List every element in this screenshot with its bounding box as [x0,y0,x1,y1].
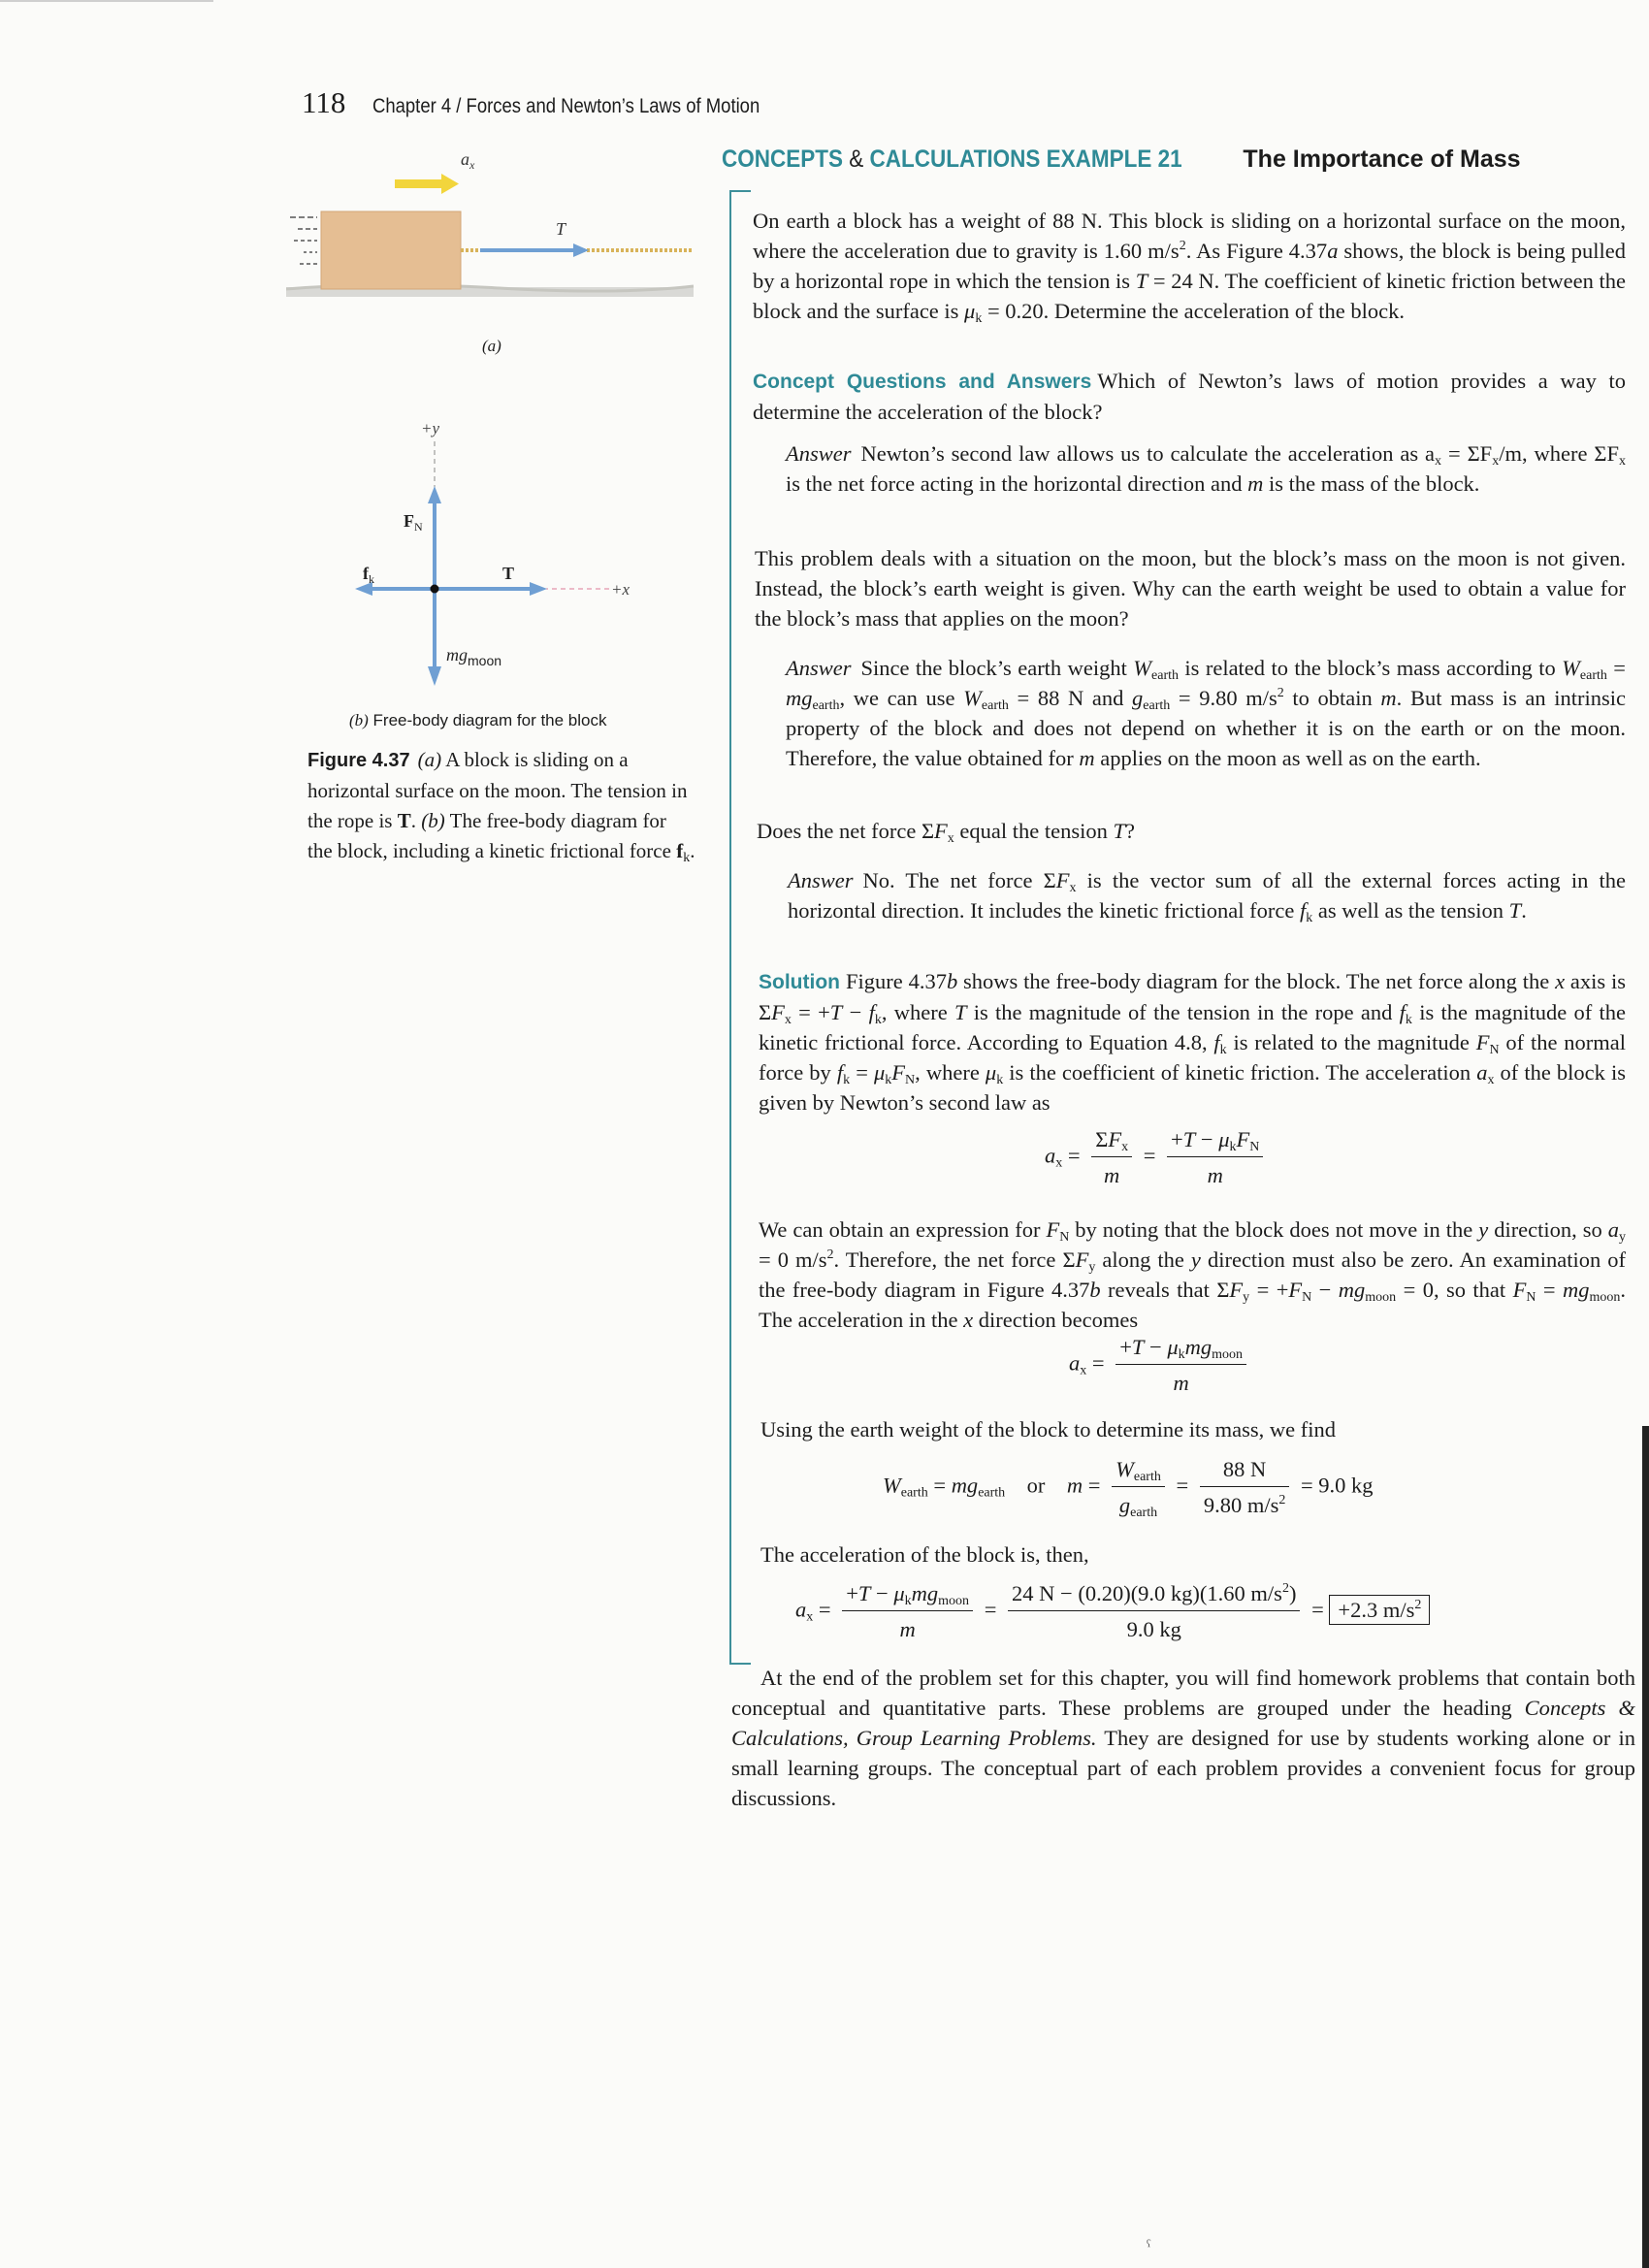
answer-1: Answer Newton’s second law allows us to calculate the acceleration as $a_x = \Sigma F_x/m$, where $\Sigma F_x$ is the net force acting in the horizontal direction and m is the mass of the block. [786,441,1626,496]
example-label: CONCEPTS & CALCULATIONS EXAMPLE 21 [722,146,1182,173]
acceleration-arrow-head [441,174,459,194]
svg-text:mgmoon: $mg_{moon}$ [446,645,502,668]
svg-text:+x: +x [611,580,630,599]
scan-edge-dark [1642,1426,1649,2268]
concept-question-3: Does the net force $\Sigma F_x$ equal the tension T? [757,819,1136,846]
tension-arrow-head [573,243,589,257]
svg-text:fk: $f_k$ [363,564,374,586]
svg-text:FN: $F_N$ [404,511,423,534]
block [321,211,461,289]
T-label: T [556,219,566,239]
scan-edge [0,0,213,2]
solution-paragraph-2: We can obtain an expression for $F_N$ by noting that the block does not move in the y direction, so $a_y = 0$ $m/s^2$. Therefore, the net force $\Sigma F_y$ along the y direction must also be zero. An examination of the free-body diagram in Figure 4.37b reveals that $\Sigma F_y = +F_N - mg_{moon} = 0$, so that $F_N = mg_{moon}$. The acceleration in the x direction becomes [759,1217,1627,1332]
solution-paragraph-4: The acceleration of the block is, then, [760,1542,1089,1567]
figure-a-caption: (a) [482,337,501,355]
equation-3: $W_{earth} = mg_{earth}$ or m = $\frac{W_{earth}}{g_{earth}}$ = $\frac{88 N}{9.80 m/s^2}$ = 9.0 kg [883,1457,1374,1520]
svg-text:+y: +y [421,419,440,437]
ax-label: $a_x$ [461,149,475,172]
figure-a-block [286,146,703,320]
figure-caption: Figure 4.37 (a) A block is sliding on a horizontal surface on the moon. The tension in the rope is T. (b) The free-body diagram for the block, including a kinetic frictional force $f_k$. [307,748,695,865]
closing-paragraph: At the end of the problem set for this chapter, you will find homework problems that contain both conceptual and quantitative parts. These problems are grouped under the heading Concepts & Calculations, Group Learning Problems. They are designed for use by students working alone or in small learning groups. The conceptual part of each problem provides a convenient focus for group discussions. [731,1666,1635,1810]
answer-2: Answer Since the block’s earth weight $W_{earth}$ is related to the block’s mass according to $W_{earth} = mg_{earth}$, we can use $W_{earth} = 88$ N and $g_{earth} = 9.80$ $m/s^2$ to obtain m. But mass is an intrinsic property of the block and does not depend on whether it is on the earth or on the moon. Therefore, the value obtained for m applies on the moon as well as on the earth. [786,656,1626,770]
free-body-diagram [349,412,660,694]
concept-question-2: This problem deals with a situation on the moon, but the block’s mass on the moon is not given. Instead, the block’s earth weight is given. Why can the earth weight be used to obtain a value for the block’s mass that applies on the moon? [755,546,1626,631]
solution-paragraph-3: Using the earth weight of the block to determine its mass, we find [760,1417,1336,1442]
example-header [722,146,1521,174]
equation-4: $a_x$ = $\frac{+T - \mu_kmg_{moon}}{m}$ = $\frac{24 N - (0.20)(9.0 kg)(1.60 m/s^2)}{9.0 kg}$ = +2.3 $m/s^2$ [795,1581,1430,1642]
equation-1: $a_x$ = $\frac{\Sigma F_x}{m}$ = $\frac{+T - \mu_kF_N}{m}$ [1045,1127,1269,1188]
chapter-title: Chapter 4 / Forces and Newton’s Laws of Motion [372,95,760,117]
result-box: +2.3 $m/s^2$ [1329,1595,1430,1625]
example-bracket [729,190,751,1665]
svg-text:T: T [502,564,515,583]
example-title: The Importance of Mass [1243,146,1521,173]
page-mark: ˁ [1147,2236,1151,2255]
figure-b-caption: (b) Free-body diagram for the block [349,711,607,729]
answer-3: Answer No. The net force $\Sigma F_x$ is the vector sum of all the external forces acting in the horizontal direction. It includes the kinetic frictional force $f_k$ as well as the tension T. [788,868,1626,925]
solution-paragraph-1: Solution Figure 4.37b shows the free-body diagram for the block. The net force along the x axis is $\Sigma F_x = +T - f_k$, where T is the magnitude of the tension in the rope and $f_k$ is the magnitude of the kinetic frictional force. According to Equation 4.8, $f_k$ is related to the magnitude $F_N$ of the normal force by $f_k = \mu_kF_N$, where $\mu_k$ is the coefficient of kinetic friction. The acceleration $a_x$ of the block is given by Newton’s second law as [759,969,1627,1115]
concept-question-1: Concept Questions and Answers Which of Newton’s laws of motion provides a way to determine the acceleration of the block? [753,369,1626,424]
problem-statement: On earth a block has a weight of 88 N. This block is sliding on a horizontal surface on the moon, where the acceleration due to gravity is 1.60 $m/s^2$. As Figure 4.37a shows, the block is being pulled by a horizontal rope in which the tension is T = 24 N. The coefficient of kinetic friction between the block and the surface is $\mu_k = 0.20$. Determine the acceleration of the block. [753,209,1626,326]
acceleration-arrow-shaft [395,179,443,188]
equation-2: $a_x$ = $\frac{+T - \mu_kmg_{moon}}{m}$ [1069,1335,1252,1396]
page-number: 118 [302,85,346,119]
running-head [302,85,813,120]
block-point [431,585,439,594]
